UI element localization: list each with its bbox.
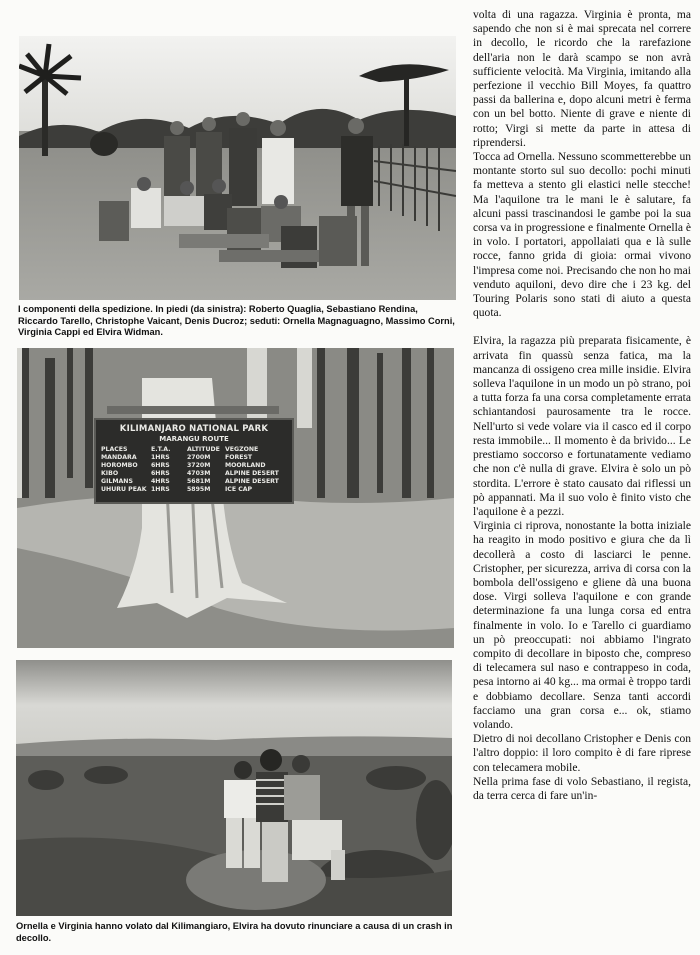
sign-header: E.T.A.: [151, 446, 171, 453]
sign-cell: ICE CAP: [225, 486, 253, 493]
article-paragraph-2: Tocca ad Ornella. Nessuno scommetterebbe un montante storto sul suo decollo: pochi minuti fa metteva a stento gli elastici nelle stecche! Ma l'aquilone tra le mani le è salutare, fa alcuni passi trascinandosi le gambe poi la sua corsa va in progressione e finalmente Ornella è in volo. I portatori, appollaiati qua e là sulle rocce, fanno grida di gioia: ormai vivono l'impresa come noi. Precisando che non ho mai venduto aquiloni, devo dire che i 23 kg. del Touring Polaris sono stati di aiuto a questa quota.: [473, 151, 691, 320]
sign-cell: GILMANS: [101, 478, 133, 485]
sign-cell: MOORLAND: [225, 462, 266, 469]
sign-cell: 1HRS: [151, 454, 170, 461]
sign-cell: MANDARA: [101, 454, 137, 461]
caption-expedition-group: I componenti della spedizione. In piedi (da sinistra): Roberto Quaglia, Sebastiano Rendina, Riccardo Tarello, Christophe Vaicant, Denis Ducroz; seduti: Ornella Magnaguagno, Massimo Corni, Virginia Cappi ed Elvira Widman.: [18, 304, 455, 338]
article-paragraph-6: Nella prima fase di volo Sebastiano, il regista, da terra cerca di fare un'in-: [473, 775, 691, 802]
sign-cell: 4HRS: [151, 478, 170, 485]
sign-cell: ALPINE DESERT: [225, 470, 279, 477]
sign-cell: 2700M: [187, 454, 211, 461]
park-route-sign: [94, 418, 294, 504]
sign-cell: 5681M: [187, 478, 211, 485]
caption-women-kilimanjaro: Ornella e Virginia hanno volato dal Kilimangiaro, Elvira ha dovuto rinunciare a causa di un crash in decollo.: [16, 921, 453, 943]
sign-cell: 4703M: [187, 470, 211, 477]
sign-cell: KIBO: [101, 470, 119, 477]
sign-header: VEGZONE: [225, 446, 259, 453]
sign-cell: 1HRS: [151, 486, 170, 493]
sign-cell: 5895M: [187, 486, 211, 493]
article-paragraph-3: Elvira, la ragazza più preparata fisicamente, è arrivata fin quassù senza fatica, ma la mancanza di ossigeno crea mille insidie. Elvira solleva l'aquilone in un modo un pò strano, poi a tutta forza fa una corsa completamente errata schiantandosi paurosamente tra le rocce. Nell'urto si vede volare via il casco ed il corpo resta immobile... Il momento è da brivido... Le prestiamo soccorso e fortunatamente vediamo che non c'è nulla di grave. Elvira è solo un pò stordita. L'errore è stato causato dai riflessi un pò appannati. Ma il suo volo è finito visto che l'aquilone è a pezzi.: [473, 335, 691, 518]
photo-women-kilimanjaro-image: [16, 660, 452, 916]
sign-cell: 6HRS: [151, 462, 170, 469]
sign-subtitle: MARANGU ROUTE: [159, 435, 229, 443]
photo-expedition-group-image: [19, 36, 456, 300]
photo-expedition-group: [19, 36, 456, 300]
sign-cell: 6HRS: [151, 470, 170, 477]
photo-women-kilimanjaro: [16, 660, 452, 916]
sign-cell: UHURU PEAK: [101, 486, 147, 493]
photo-kilimanjaro-sign: [17, 348, 454, 648]
sign-cell: FOREST: [225, 454, 253, 461]
article-paragraph-1: volta di una ragazza. Virginia è pronta, ma sapendo che non si è mai sprecata nel correre in decollo, le ricordo che la rarefazione dell'aria non le darà scampo se non avrà sufficiente velocità. Ma Virginia, imitando alla perfezione il vecchio Bill Moyes, fa quattro passi da ballerina e, dopo alcuni metri è ferma con un bel botto. Niente di grave e niente di rotto; Virgi si mette da parte in attesa di riprendersi.: [473, 9, 691, 149]
article-paragraph-5: Dietro di noi decollano Cristopher e Denis con l'altro doppio: il loro compito è di fare riprese con telecamera mobile.: [473, 733, 691, 774]
sign-header: PLACES: [101, 446, 128, 453]
sign-table: [101, 446, 287, 494]
sign-header: ALTITUDE: [187, 446, 220, 453]
paragraph-gap: [473, 320, 691, 334]
article-paragraph-4: Virginia ci riprova, nonostante la botta iniziale ha reagito in modo positivo e giura che da lì decollerà a costo di lasciarci le penne. Cristopher, per sicurezza, arriva di corsa con la bombola dell'ossigeno e gliene dà una buona dose. Virgi solleva l'aquilone e con grande determinazione fa una lunga corsa ed entra finalmente in volo. Io e Tarello ci guardiamo un pò preoccupati: noi abbiamo l'ingrato compito di decollare in biposto che, compreso di telecamera sul naso e contrappeso in coda, pesa intorno ai 40 kg... ma ormai è troppo tardi e dobbiamo decollare. Senza tanti accordi facciamo una gran corsa e... ok, stiamo volando.: [473, 520, 691, 731]
sign-cell: 3720M: [187, 462, 211, 469]
sign-cell: ALPINE DESERT: [225, 478, 279, 485]
article-column: [473, 8, 691, 803]
sign-cell: HOROMBO: [101, 462, 138, 469]
sign-title: KILIMANJARO NATIONAL PARK: [119, 424, 269, 434]
